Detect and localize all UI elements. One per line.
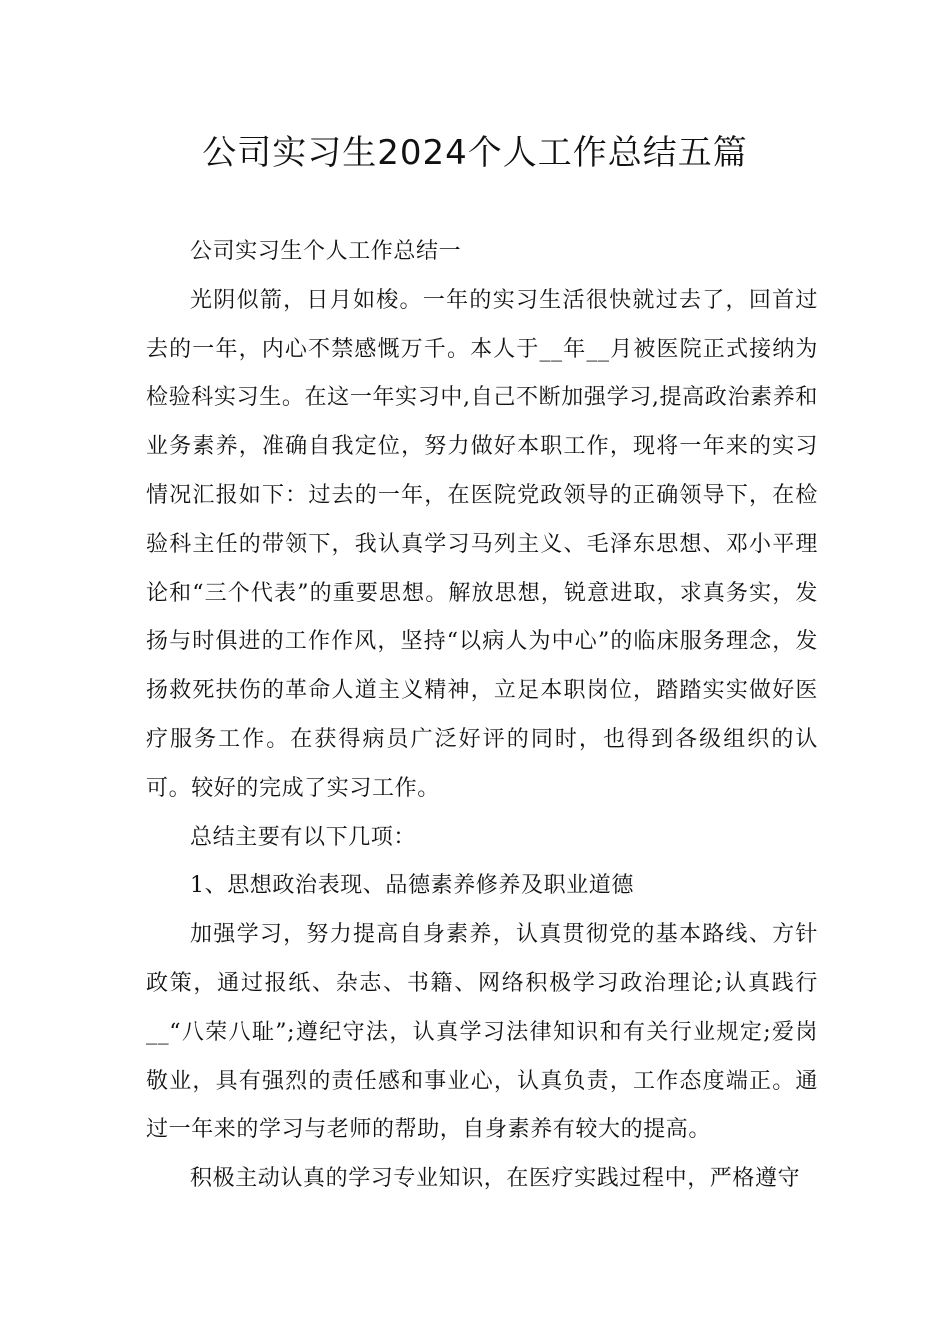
section-heading: 公司实习生个人工作总结一 [190, 239, 462, 264]
subsection-heading: 1、思想政治表现、品德素养修养及职业道德 [190, 873, 634, 899]
document-title: 公司实习生2024个人工作总结五篇 [202, 133, 748, 173]
body-paragraph: 积极主动认真的学习专业知识，在医疗实践过程中，严格遵守 [190, 1166, 801, 1192]
body-paragraph: 总结主要有以下几项： [190, 824, 417, 850]
body-paragraph: 加强学习，努力提高自身素养，认真贯彻党的基本路线、方针政策，通过报纸、杂志、书籍、网络积极学习政治理论;认真践行__“八荣八耻”;遵纪守法，认真学习法律知识和有关行业规定;爱岗敬业，具有强烈的责任感和事业心，认真负责，工作态度端正。通过一年来的学习与老师的帮助，自身素养有较大的提高。 [146, 922, 818, 1143]
document-body [146, 228, 818, 1204]
body-paragraph: 光阴似箭，日月如梭。一年的实习生活很快就过去了，回首过去的一年，内心不禁感慨万千。本人于__年__月被医院正式接纳为检验科实习生。在这一年实习中,自己不断加强学习,提高政治素养和业务素养，准确自我定位，努力做好本职工作，现将一年来的实习情况汇报如下：过去的一年，在医院党政领导的正确领导下，在检验科主任的带领下，我认真学习马列主义、毛泽东思想、邓小平理论和“三个代表”的重要思想。解放思想，锐意进取，求真务实，发扬与时俱进的工作作风，坚持“以病人为中心”的临床服务理念，发扬救死扶伤的革命人道主义精神，立足本职岗位，踏踏实实做好医疗服务工作。在获得病员广泛好评的同时，也得到各级组织的认可。较好的完成了实习工作。 [146, 287, 818, 801]
